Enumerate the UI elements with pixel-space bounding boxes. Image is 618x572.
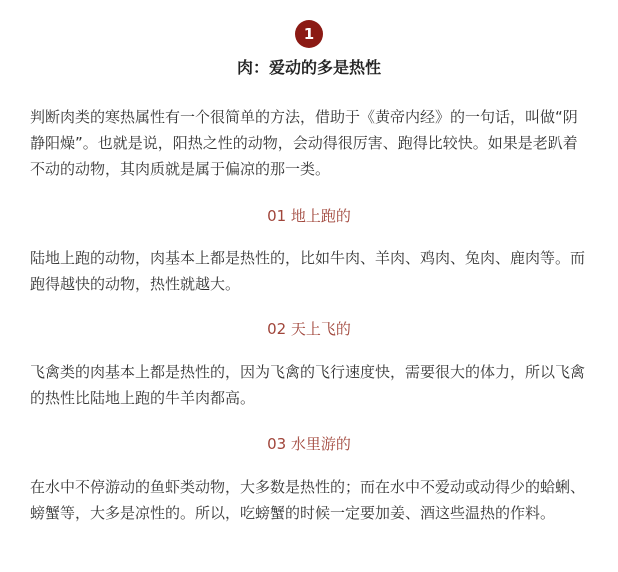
subsection-text-sky: 飞禽类的肉基本上都是热性的，因为飞禽的飞行速度快，需要很大的体力，所以飞禽的热性比陆地上跑的牛羊肉都高。 <box>30 363 586 407</box>
intro-paragraph: 判断肉类的寒热属性有一个很简单的方法，借助于《黄帝内经》的一句话，叫做“阴静阳燥”。也就是说，阳热之性的动物，会动得很厉害、跑得比较快。如果是老趴着不动的动物，其肉质就是属于偏凉的那一类。 <box>30 108 578 178</box>
subsection-heading-water: 03 水里游的 <box>267 435 351 453</box>
subsection-heading-sky: 02 天上飞的 <box>267 320 351 338</box>
section-number-badge: 1 <box>295 20 323 48</box>
subsection-text-water: 在水中不停游动的鱼虾类动物，大多数是热性的；而在水中不爱动或动得少的蛤蜊、螃蟹等，大多是凉性的。所以，吃螃蟹的时候一定要加姜、酒这些温热的作料。 <box>30 478 586 522</box>
subsection-text-land: 陆地上跑的动物，肉基本上都是热性的，比如牛肉、羊肉、鸡肉、兔肉、鹿肉等。而跑得越快的动物，热性就越大。 <box>30 249 586 293</box>
subsection-heading-land: 01 地上跑的 <box>267 207 351 225</box>
section-title: 肉：爱动的多是热性 <box>236 58 381 77</box>
